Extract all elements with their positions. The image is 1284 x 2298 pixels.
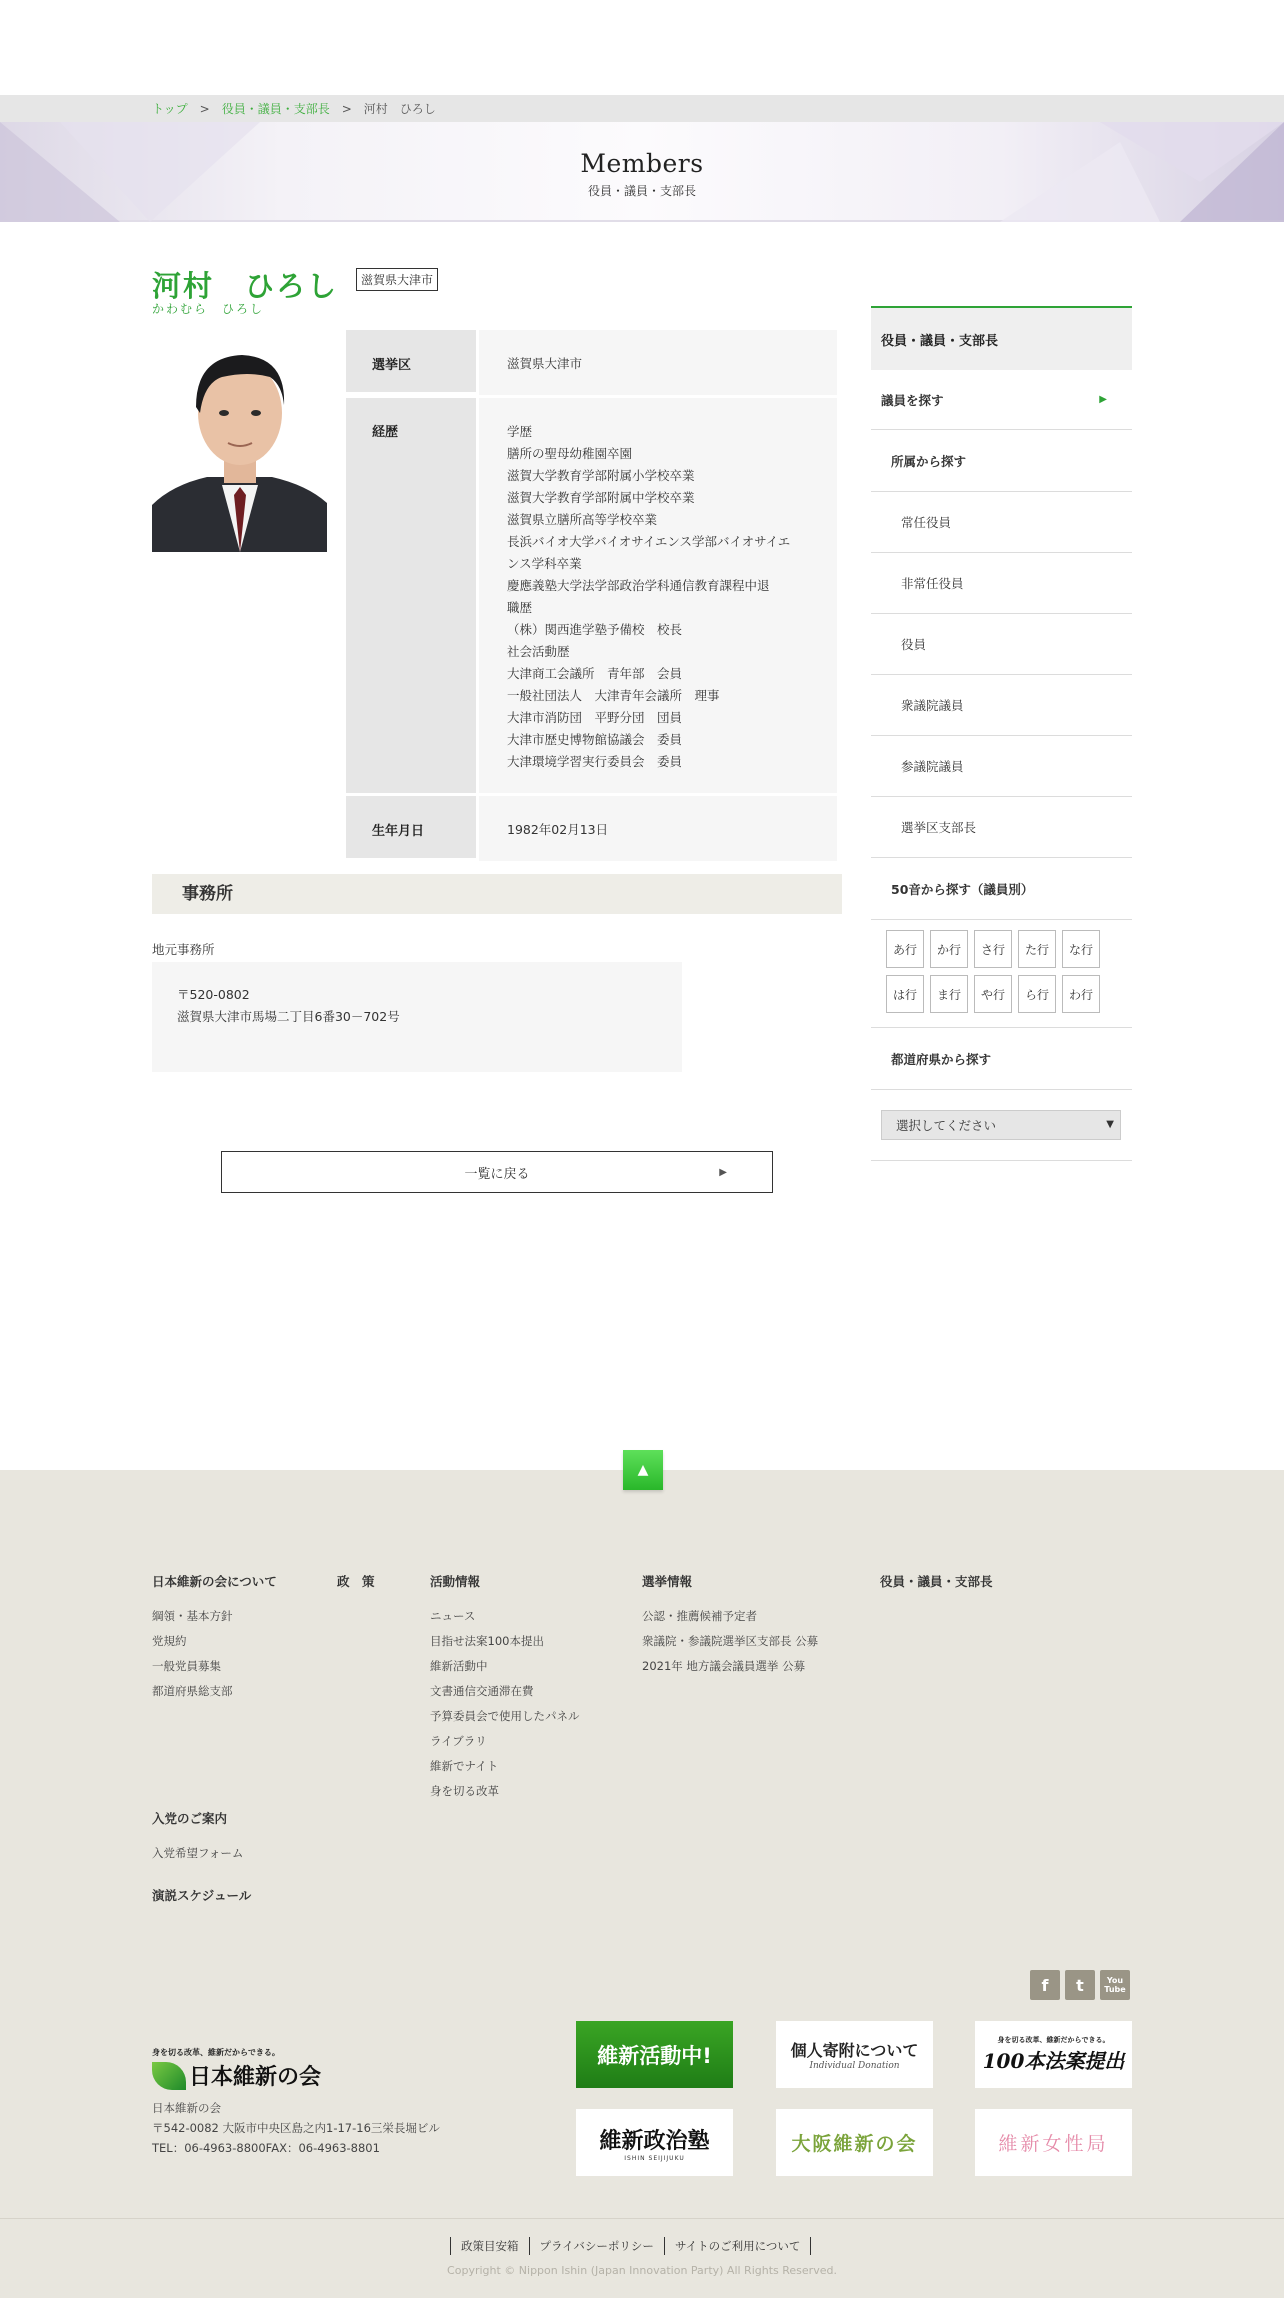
kana-button[interactable]: た行 [1018, 930, 1056, 968]
footer-link[interactable]: 維新活動中 [430, 1659, 488, 1673]
kana-button[interactable]: さ行 [974, 930, 1012, 968]
footer-heading[interactable]: 日本維新の会について [152, 1574, 277, 1589]
member-photo [152, 335, 327, 552]
breadcrumb-separator: > [199, 101, 210, 116]
org-address: 〒542-0082 大阪市中央区島之内1-17-16三栄長堀ビル [152, 2121, 440, 2135]
prefecture-select-value: 選択してください [896, 1118, 997, 1133]
kana-button[interactable]: か行 [930, 930, 968, 968]
career-line: 大津市歴史博物館協議会 委員 [507, 732, 683, 747]
career-line: （株）関西進学塾予備校 校長 [507, 622, 683, 637]
org-info [152, 2098, 440, 2158]
career-line: 学歴 [507, 424, 533, 439]
footer-menu-link[interactable]: プライバシーポリシー [529, 2237, 664, 2255]
office-postal: 〒520-0802 [177, 987, 250, 1002]
sidebar-title: 役員・議員・支部長 [871, 306, 1132, 370]
youtube-icon[interactable]: You Tube [1100, 1970, 1130, 2000]
office-label: 地元事務所 [152, 942, 215, 957]
banner-sublabel: 身を切る改革、維新だからできる。 [997, 2036, 1110, 2044]
footer-link[interactable]: 予算委員会で使用したパネル [430, 1709, 580, 1723]
social-links [1030, 1970, 1130, 2000]
profile-key: 選挙区 [346, 330, 476, 392]
breadcrumb-separator: > [341, 101, 352, 116]
footer-link[interactable]: ライブラリ [430, 1734, 487, 1748]
profile-career-list [479, 398, 837, 793]
banner-donation[interactable] [776, 2021, 933, 2088]
footer-menu-link[interactable]: サイトのご利用について [664, 2237, 811, 2255]
profile-row-career [346, 398, 837, 793]
career-line: 膳所の聖母幼稚園卒園 [507, 446, 633, 461]
banner-ishin-active[interactable] [576, 2021, 733, 2088]
footer-col-members [880, 1572, 993, 1590]
sidebar-item-group[interactable]: 役員 [871, 614, 1132, 675]
footer-link[interactable]: 衆議院・参議院選挙区支部長 公募 [642, 1634, 819, 1648]
banner-label: 維新女性局 [998, 2133, 1109, 2155]
page-top-button[interactable] [623, 1450, 663, 1490]
career-line: 滋賀大学教育学部附属小学校卒業 [507, 468, 695, 483]
footer-link[interactable]: 党規約 [152, 1634, 187, 1648]
member-name: 河村 ひろし [152, 269, 339, 303]
banner-label: 維新政治塾 [599, 2128, 710, 2154]
career-line: 滋賀県立膳所高等学校卒業 [507, 512, 658, 527]
footer-heading[interactable]: 役員・議員・支部長 [880, 1574, 993, 1589]
leaf-logo-icon [152, 2062, 186, 2090]
footer-col-activity [430, 1572, 580, 1804]
prefecture-select[interactable] [881, 1110, 1121, 1140]
banner-political-school[interactable] [576, 2109, 733, 2176]
office-address: 滋賀県大津市馬場二丁目6番30－702号 [177, 1009, 400, 1024]
sidebar-heading-by-kana: 50音から探す（議員別） [871, 858, 1132, 920]
footer-menu [450, 2237, 811, 2255]
footer-link[interactable]: 2021年 地方議会議員選挙 公募 [642, 1659, 806, 1673]
sidebar-heading-by-group: 所属から探す [871, 430, 1132, 492]
career-line: 一般社団法人 大津青年会議所 理事 [507, 688, 720, 703]
footer-link[interactable]: ニュース [430, 1609, 476, 1623]
office-heading: 事務所 [152, 874, 842, 914]
profile-value: 滋賀県大津市 [479, 330, 837, 395]
kana-button[interactable]: ら行 [1018, 975, 1056, 1013]
kana-button[interactable]: あ行 [886, 930, 924, 968]
banner-sublabel: Individual Donation [809, 2061, 900, 2071]
career-line: ンス学科卒業 [507, 556, 582, 571]
breadcrumb-current: 河村 ひろし [363, 102, 436, 116]
logo-slogan: 身を切る改革、維新だからできる。 [152, 2048, 280, 2057]
top-whitespace [0, 0, 1284, 95]
banner-100-bills[interactable] [975, 2021, 1132, 2088]
back-to-list-button[interactable] [221, 1151, 773, 1193]
sidebar-item-label: 議員を探す [881, 392, 944, 408]
footer-col-election [642, 1572, 818, 1679]
page-title: Members [580, 149, 704, 178]
sidebar-heading-by-prefecture: 都道府県から探す [871, 1028, 1132, 1090]
district-tag: 滋賀県大津市 [356, 268, 438, 291]
footer-link[interactable]: 公認・推薦候補予定者 [642, 1609, 757, 1623]
profile-key: 経歴 [346, 398, 476, 793]
career-line: 大津環境学習実行委員会 委員 [507, 754, 683, 769]
profile-row-birthdate [346, 796, 837, 861]
footer-heading[interactable]: 入党のご案内 [152, 1811, 228, 1826]
sidebar-item-group[interactable]: 選挙区支部長 [871, 797, 1132, 858]
footer-link[interactable]: 身を切る改革 [430, 1784, 499, 1798]
profile-row-district [346, 330, 837, 395]
kana-button[interactable]: は行 [886, 975, 924, 1013]
footer-link[interactable]: 目指せ法案100本提出 [430, 1634, 544, 1648]
career-line: 職歴 [507, 600, 533, 615]
footer-heading[interactable]: 演説スケジュール [152, 1888, 252, 1903]
footer-col-about [152, 1572, 277, 1704]
profile-value: 1982年02月13日 [479, 796, 837, 861]
career-line: 慶應義塾大学法学部政治学科通信教育課程中退 [507, 578, 770, 593]
prefecture-select-row [871, 1090, 1132, 1161]
sidebar-item-search-members[interactable] [871, 370, 1132, 430]
sidebar-item-group[interactable]: 非常任役員 [871, 553, 1132, 614]
member-name-kana: かわむら ひろし [152, 302, 265, 316]
banner-osaka-ishin[interactable] [776, 2109, 933, 2176]
footer-speech [152, 1886, 251, 1904]
footer-link[interactable]: 維新でナイト [430, 1759, 499, 1773]
org-tel: TEL：06-4963-8800FAX：06-4963-8801 [152, 2141, 380, 2155]
breadcrumb-home-link[interactable]: トップ [152, 102, 188, 116]
sidebar [871, 306, 1132, 1161]
footer-link[interactable]: 入党希望フォーム [152, 1846, 244, 1860]
footer-link[interactable]: 文書通信交通滞在費 [430, 1684, 534, 1698]
breadcrumb [0, 95, 1284, 122]
career-line: 社会活動歴 [507, 644, 570, 659]
footer [0, 1470, 1284, 2277]
footer-join [152, 1809, 243, 1866]
party-logo[interactable] [152, 2047, 321, 2091]
sidebar-item-group[interactable]: 常任役員 [871, 492, 1132, 553]
banner-label: 100本法案提出 [982, 2049, 1125, 2073]
footer-link[interactable]: 都道府県総支部 [152, 1684, 233, 1698]
career-line: 長浜バイオ大学バイオサイエンス学部バイオサイエ [507, 534, 791, 549]
banner-label: 大阪維新の会 [791, 2133, 918, 2155]
office-address-box [152, 962, 682, 1072]
footer-heading[interactable]: 政 策 [337, 1574, 375, 1589]
kana-button[interactable]: わ行 [1062, 975, 1100, 1013]
career-line: 大津市消防団 平野分団 団員 [507, 710, 683, 725]
career-line: 大津商工会議所 青年部 会員 [507, 666, 683, 681]
kana-button[interactable]: や行 [974, 975, 1012, 1013]
twitter-icon[interactable]: t [1065, 1970, 1095, 2000]
arrow-up-icon: ▲ [637, 1462, 649, 1478]
banner-label: 維新活動中! [597, 2043, 712, 2068]
facebook-icon[interactable]: f [1030, 1970, 1060, 2000]
banner-label: 個人寄附について [790, 2041, 919, 2060]
kana-button-grid [871, 920, 1132, 1028]
back-to-list-label: 一覧に戻る [464, 1166, 530, 1182]
footer-heading[interactable]: 選挙情報 [642, 1574, 693, 1589]
sidebar-item-group[interactable]: 衆議院議員 [871, 675, 1132, 736]
arrow-right-icon: ▶ [719, 1166, 727, 1178]
page-hero [0, 122, 1284, 222]
page-subtitle: 役員・議員・支部長 [587, 184, 696, 198]
member-portrait-illustration [152, 335, 327, 552]
logo-name: 日本維新の会 [189, 2064, 322, 2090]
profile-table [346, 330, 837, 864]
footer-menu-link[interactable]: 政策目安箱 [450, 2237, 529, 2255]
kana-button[interactable]: な行 [1062, 930, 1100, 968]
org-name: 日本維新の会 [152, 2101, 221, 2115]
banner-sublabel: ISHIN SEIJIJUKU [624, 2154, 685, 2162]
footer-col-policy [337, 1572, 375, 1590]
copyright: Copyright © Nippon Ishin (Japan Innovation Party) All Rights Reserved. [447, 2264, 837, 2277]
footer-link[interactable]: 綱領・基本方針 [152, 1609, 233, 1623]
sidebar-item-group[interactable]: 参議院議員 [871, 736, 1132, 797]
kana-button[interactable]: ま行 [930, 975, 968, 1013]
footer-heading[interactable]: 活動情報 [430, 1574, 481, 1589]
chevron-down-icon: ▼ [1106, 1119, 1114, 1130]
career-line: 滋賀大学教育学部附属中学校卒業 [507, 490, 695, 505]
footer-bottom-bar [0, 2218, 1284, 2298]
banner-women-bureau[interactable] [975, 2109, 1132, 2176]
breadcrumb-section-link[interactable]: 役員・議員・支部長 [221, 102, 330, 116]
footer-link[interactable]: 一般党員募集 [152, 1659, 221, 1673]
triangle-right-icon: ▶ [1099, 394, 1107, 405]
profile-key: 生年月日 [346, 796, 476, 858]
